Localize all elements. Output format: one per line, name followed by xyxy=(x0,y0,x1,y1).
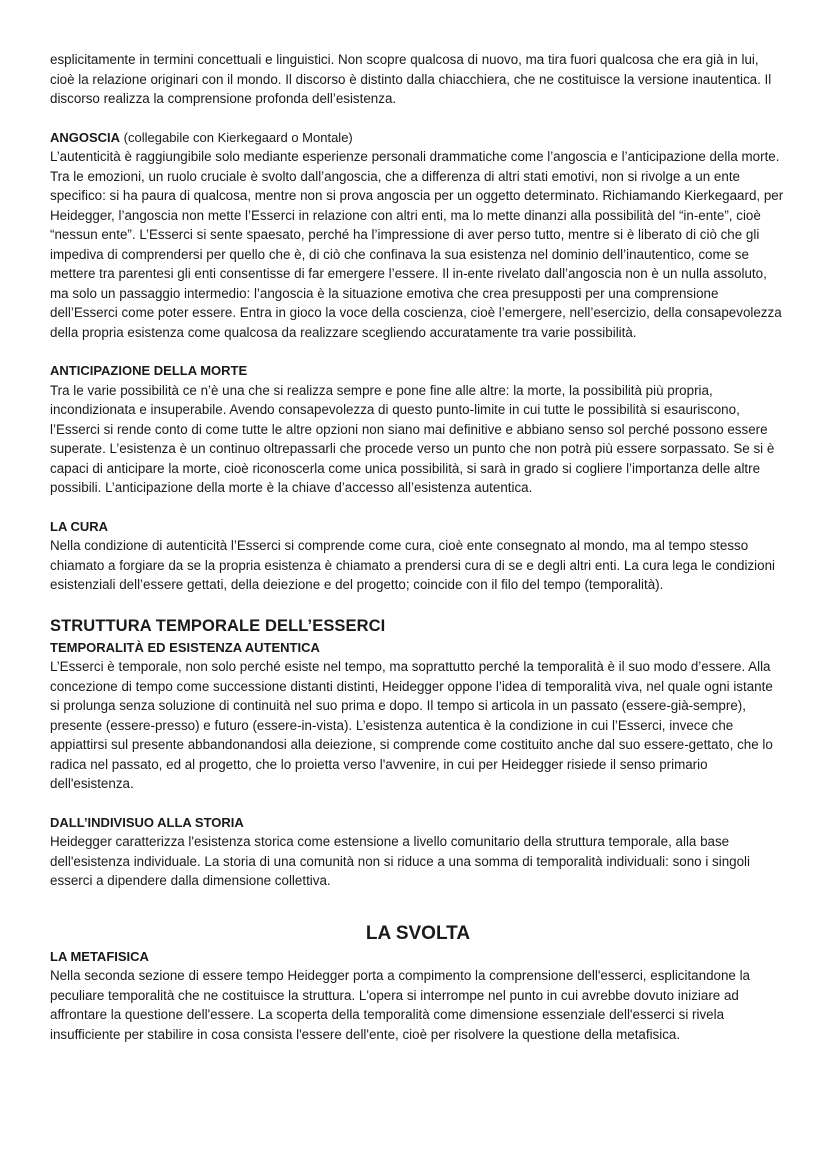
section-heading: TEMPORALITÀ ED ESISTENZA AUTENTICA xyxy=(50,639,320,655)
section-body: Tra le varie possibilità ce n’è una che si realizza sempre e pone fine alle altre: la morte, la possibilità più propria, incondizionata e insuperabile. Avendo consapevolezza di questo punto-limite in cui tutte le possibilità si esauriscono, l’Esserci si rende conto di come tutte le altre opzioni non siano mai definitive e abbiano senso sol perché possono essere superate. L’esistenza è un continuo oltrepassarli che procede verso un punto che non potrà più essere sorpassato. Se si è capaci di anticipare la morte, cioè riconoscerla come unica possibilità, si sarà in grado si cogliere l’importanza delle altre possibili. L’anticipazione della morte è la chiave d’accesso all’esistenza autentica. xyxy=(50,382,775,495)
heading-text: ANGOSCIA xyxy=(50,129,121,145)
section-body: L’autenticità è raggiungibile solo mediante esperienze personali drammatiche come l’angoscia e l’anticipazione della morte. Tra le emozioni, un ruolo cruciale è svolto dall’angoscia, che a differenza di altri stati emotivi, non si rivolge a un ente specifico: si ha paura di qualcosa, mentre non si prova angoscia per un oggetto determinato. Richiamando Kierkegaard, per Heidegger, l’angoscia non mette l’Esserci in relazione con altri enti, ma lo mette dinanzi alla possibilità del “in-ente”, cioè “nessun ente”. L’Esserci si sente spaesato, perché ha l’impressione di aver perso tutto, mentre si è liberato di ciò che gli impediva di comprendersi per quello che è, di ciò che confinava la sua esistenza nel dominio dell’inautentico, come se mettere tra parentesi gli enti consentisse di far emergere l’essere. Il in-ente rivelato dall’angoscia non è un nulla assoluto, ma solo un passaggio intermedio: l’angoscia è la situazione emotiva che crea presupposti per una comprensione dell’Esserci come poter essere. Entra in gioco la voce della coscienza, cioè l’emergere, nell’esercizio, della consapevolezza della propria esistenza come qualcosa da realizzare scegliendo accuratamente tra varie possibilità. xyxy=(50,149,784,340)
chapter-heading: STRUTTURA TEMPORALE DELL’ESSERCI xyxy=(50,616,386,635)
section-svolta xyxy=(50,921,786,1045)
section-angoscia xyxy=(50,128,786,343)
section-heading: ANTICIPAZIONE DELLA MORTE xyxy=(50,363,248,378)
heading-note: (collegabile con Kierkegaard o Montale) xyxy=(120,129,353,145)
section-body: Nella seconda sezione di essere tempo Heidegger porta a compimento la comprensione dell'esserci, esplicitandone la peculiare temporalità che ne costituisce la struttura. L'opera si interrompe nel punto in cui avrebbe dovuto iniziare ad affrontare la questione dell'essere. La scoperta della temporalità come dimensione essenziale dell'esserci si rivela insufficiente per stabilire in cosa consista l'essere dell'ente, cioè per risolvere la questione della metafisica. xyxy=(50,968,751,1042)
section-struttura-temporale xyxy=(50,615,786,794)
section-body: L’Esserci è temporale, non solo perché esiste nel tempo, ma soprattutto perché la temporalità è il suo modo d’essere. Alla concezione di tempo come successione distanti distinti, Heidegger oppone l’idea di temporalità viva, nel quale ogni istante si prolunga senza soluzione di continuità nel suo prima e dopo. Il tempo si articola in un passato (essere-già-sempre), presente (essere-presso) e futuro (essere-in-vista). L’esistenza autentica è la condizione in cui l’Esserci, invece che appiattirsi sul presente abbandonandosi alla deiezione, si comprende come costituito anche dal suo essere-gettato, che lo radica nel passato, ed al progetto, che lo proietta verso l'avvenire, in cui per Heidegger risiede il senso primario dell'esistenza. xyxy=(50,659,773,791)
section-heading: DALL’INDIVISUO ALLA STORIA xyxy=(50,814,244,830)
section-heading: LA METAFISICA xyxy=(50,948,149,964)
intro-paragraph: esplicitamente in termini concettuali e linguistici. Non scopre qualcosa di nuovo, ma tira fuori qualcosa che era già in lui, cioè la relazione originari con il mondo. Il discorso è distinto dalla chiacchiera, che ne costituisce la versione inautentica. Il discorso realizza la comprensione profonda dell’esistenza. xyxy=(50,52,772,106)
section-heading: LA CURA xyxy=(50,518,109,534)
section-cura xyxy=(50,517,786,595)
section-anticipazione xyxy=(50,361,786,498)
section-heading xyxy=(50,128,786,148)
section-body: Nella condizione di autenticità l’Esserci si comprende come cura, cioè ente consegnato al mondo, ma al tempo stesso chiamato a forgiare da se la propria esistenza è chiamato a prendersi cura di se e degli altri enti. La cura lega le condizioni esistenziali dell’essere gettati, della deiezione e del progetto; coincide con il filo del tempo (temporalità). xyxy=(50,538,775,592)
section-body: Heidegger caratterizza l'esistenza storica come estensione a livello comunitario della struttura temporale, alla base dell'esistenza individuale. La storia di una comunità non si riduce a una somma di temporalità individuali: sono i singoli esserci a dipendere dalla dimensione collettiva. xyxy=(50,834,751,888)
part-title: LA SVOLTA xyxy=(365,922,471,944)
section-storia xyxy=(50,813,786,891)
document-page xyxy=(50,50,786,1044)
